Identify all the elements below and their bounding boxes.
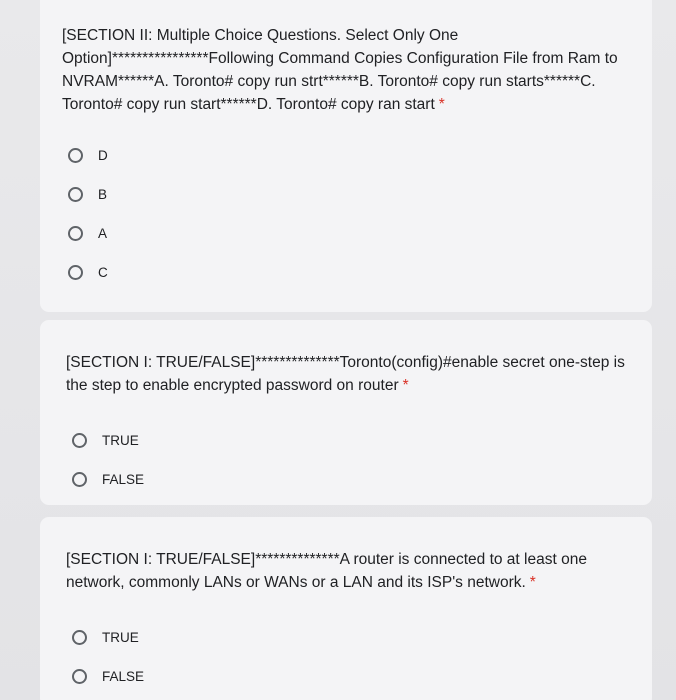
option-false[interactable] (66, 460, 630, 499)
option-label: D (98, 148, 108, 163)
option-c[interactable] (62, 253, 630, 292)
option-d[interactable] (62, 136, 630, 175)
option-false[interactable] (66, 657, 630, 696)
option-label: TRUE (102, 433, 139, 448)
option-label: A (98, 226, 108, 241)
question-text: [SECTION II: Multiple Choice Questions. Select Only One Option]****************Following Command Copies Configuration File from Ram to NVRAM******A. Toronto# copy run strt******B. Toronto# copy run starts******C. Toronto# copy run start******D. Toronto# copy ran start (62, 27, 618, 113)
option-b[interactable] (62, 175, 630, 214)
option-label: TRUE (102, 630, 139, 645)
option-true[interactable] (66, 421, 630, 460)
radio-button-icon[interactable] (68, 148, 83, 163)
option-label: C (98, 265, 108, 280)
radio-button-icon[interactable] (72, 630, 87, 645)
option-a[interactable] (62, 214, 630, 253)
question-title (62, 12, 630, 116)
question-text: [SECTION I: TRUE/FALSE]**************A router is connected to at least one network, commonly LANs or WANs or a LAN and its ISP's network. (66, 551, 587, 591)
radio-button-icon[interactable] (72, 472, 87, 487)
option-label: B (98, 187, 108, 202)
question-title (66, 539, 630, 594)
question-title (66, 342, 630, 397)
question-card-1 (40, 0, 652, 312)
radio-button-icon[interactable] (72, 669, 87, 684)
required-asterisk: * (402, 377, 409, 394)
radio-group (66, 618, 630, 696)
option-true[interactable] (66, 618, 630, 657)
radio-group (66, 421, 630, 499)
question-text: [SECTION I: TRUE/FALSE]**************Toronto(config)#enable secret one-step is the step to enable encrypted password on router (66, 354, 625, 394)
question-card-2 (40, 320, 652, 505)
radio-button-icon[interactable] (68, 187, 83, 202)
radio-button-icon[interactable] (68, 226, 83, 241)
question-card-3 (40, 517, 652, 700)
radio-button-icon[interactable] (68, 265, 83, 280)
radio-group (62, 136, 630, 292)
option-label: FALSE (102, 472, 145, 487)
required-asterisk: * (529, 574, 536, 591)
required-asterisk: * (438, 96, 445, 113)
radio-button-icon[interactable] (72, 433, 87, 448)
option-label: FALSE (102, 669, 145, 684)
